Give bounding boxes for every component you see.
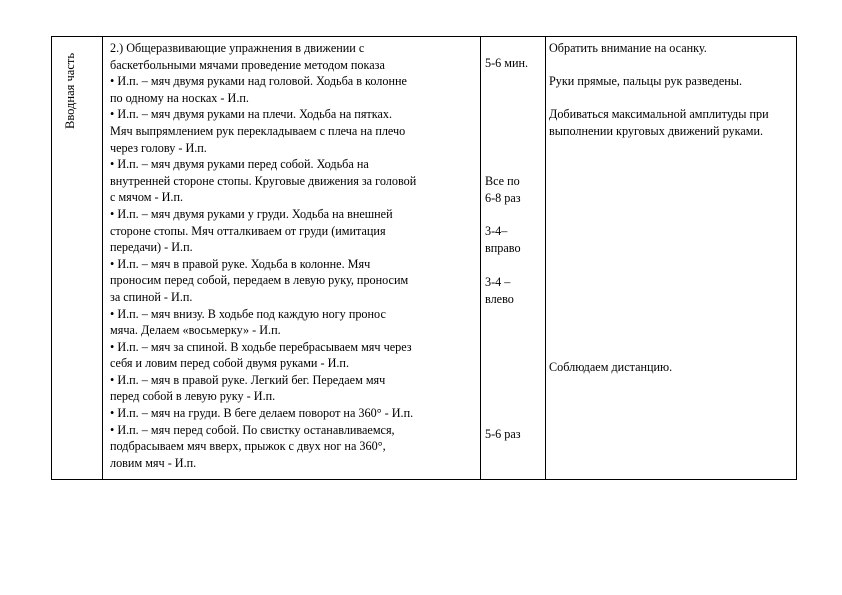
note-text: Обратить внимание на осанку. (549, 41, 707, 55)
repetitions-text: 5-6 раз (485, 427, 521, 441)
repetitions-text: вправо (485, 241, 521, 255)
repetitions-text: Все по (485, 174, 520, 188)
exercise-description (110, 40, 474, 471)
exercise-line: • И.п. – мяч внизу. В ходьбе под каждую ногу пронос (110, 306, 386, 321)
exercise-line: • И.п. – мяч за спиной. В ходьбе перебрасываем мяч через (110, 339, 412, 354)
repetitions-text: 3-4 – (485, 275, 511, 289)
note-text: выполнении круговых движений руками. (549, 124, 764, 138)
exercise-line: мяча. Делаем «восьмерку» - И.п. (110, 323, 281, 338)
repetitions-text: 6-8 раз (485, 191, 521, 205)
exercise-line: проносим перед собой, передаем в левую руку, проносим (110, 273, 409, 288)
exercise-line: с мячом - И.п. (110, 190, 184, 205)
repetitions-text: 3-4– (485, 224, 508, 238)
lesson-plan-table (51, 36, 797, 480)
exercise-line: • И.п. – мяч в правой руке. Ходьба в колонне. Мяч (110, 256, 371, 271)
exercise-line: • И.п. – мяч двумя руками над головой. Ходьба в колонне (110, 74, 407, 89)
exercise-line: перед собой в левую руку - И.п. (110, 389, 276, 404)
exercise-line: подбрасываем мяч вверх, прыжок с двух ног на 360°, (110, 439, 386, 454)
column-divider (102, 37, 103, 479)
exercise-line: себя и ловим перед собой двумя руками - И.п. (110, 356, 349, 371)
section-label: Вводная часть (63, 52, 77, 129)
exercise-line: внутренней стороне стопы. Круговые движения за головой (110, 173, 417, 188)
exercise-line: • И.п. – мяч перед собой. По свистку останавливаемся, (110, 422, 395, 437)
section-cell (52, 37, 102, 479)
exercise-line: 2.) Общеразвивающие упражнения в движении с (110, 41, 365, 55)
note-text: Добиваться максимальной амплитуды при (549, 107, 769, 121)
exercise-line: • И.п. – мяч двумя руками на плечи. Ходьба на пятках. (110, 107, 393, 122)
exercise-line: стороне стопы. Мяч отталкиваем от груди (имитация (110, 223, 386, 238)
exercise-line: через голову - И.п. (110, 140, 207, 155)
exercise-line: Мяч выпрямлением рук перекладываем с плеча на плечо (110, 123, 406, 138)
duration-text: 5-6 мин. (485, 56, 529, 70)
note-text: Руки прямые, пальцы рук разведены. (549, 74, 743, 88)
repetitions-text: влево (485, 292, 514, 306)
exercise-line: передачи) - И.п. (110, 240, 193, 255)
exercise-line: за спиной - И.п. (110, 289, 193, 304)
exercise-line: по одному на носках - И.п. (110, 90, 249, 105)
exercise-line: баскетбольными мячами проведение методом показа (110, 57, 385, 72)
exercise-line: • И.п. – мяч на груди. В беге делаем поворот на 360° - И.п. (110, 406, 414, 421)
note-text: Соблюдаем дистанцию. (549, 360, 673, 374)
column-divider (480, 37, 481, 479)
exercise-line: • И.п. – мяч двумя руками перед собой. Ходьба на (110, 157, 369, 172)
exercise-line: • И.п. – мяч двумя руками у груди. Ходьба на внешней (110, 206, 393, 221)
exercise-line: • И.п. – мяч в правой руке. Легкий бег. Передаем мяч (110, 372, 386, 387)
column-divider (545, 37, 546, 479)
exercise-line: ловим мяч - И.п. (110, 455, 197, 470)
